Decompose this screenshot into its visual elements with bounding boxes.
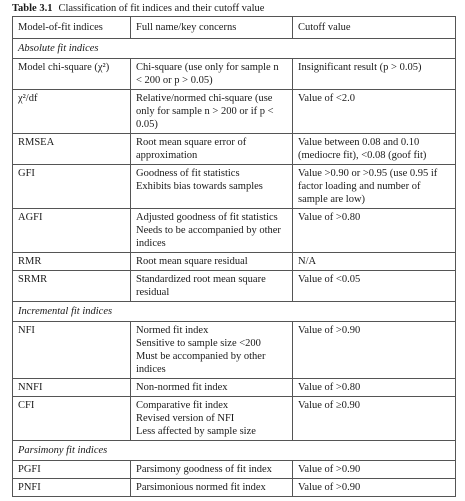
section-title: Incremental fit indices — [13, 302, 456, 322]
section-row — [13, 441, 456, 461]
table-title: Classification of fit indices and their cutoff value — [58, 3, 265, 14]
concern-line: Chi-square (use only for sample n < 200 or p > 0.05) — [136, 62, 279, 86]
concerns-cell — [131, 322, 293, 379]
cutoff-cell — [293, 461, 456, 479]
concern-line: Comparative fit index — [136, 400, 229, 411]
concern-line: Non-normed fit index — [136, 382, 228, 393]
section-row — [13, 39, 456, 59]
concern-line: Goodness of fit statistics — [136, 168, 240, 179]
cutoff-line: Value of <0.05 — [298, 274, 361, 285]
index-cell: GFI — [13, 165, 131, 209]
concern-line: Needs to be accompanied by other indices — [136, 225, 281, 249]
cutoff-line: Value of <2.0 — [298, 93, 355, 104]
index-cell: NNFI — [13, 379, 131, 397]
concern-line: Parsimonious normed fit index — [136, 482, 266, 493]
cutoff-line: Value of >0.90 — [298, 325, 361, 336]
table-label: Table 3.1 — [12, 3, 53, 14]
index-cell: RMR — [13, 253, 131, 271]
concerns-cell — [131, 209, 293, 253]
table-row — [13, 322, 456, 379]
cutoff-cell — [293, 322, 456, 379]
index-cell: SRMR — [13, 271, 131, 302]
index-cell: RMSEA — [13, 134, 131, 165]
concern-line: Exhibits bias towards samples — [136, 181, 263, 192]
table-row — [13, 479, 456, 497]
concern-line: Less affected by sample size — [136, 426, 256, 437]
cutoff-line: Value >0.90 or >0.95 (use 0.95 if factor loading and number of sample are low) — [298, 168, 438, 205]
concerns-cell — [131, 59, 293, 90]
section-title: Absolute fit indices — [13, 39, 456, 59]
table-row — [13, 397, 456, 441]
table-caption — [12, 2, 264, 15]
concerns-cell — [131, 479, 293, 497]
cutoff-cell — [293, 397, 456, 441]
table-row — [13, 271, 456, 302]
cutoff-cell — [293, 165, 456, 209]
index-cell: χ²/df — [13, 90, 131, 134]
index-cell: CFI — [13, 397, 131, 441]
concern-line: Standardized root mean square residual — [136, 274, 266, 298]
cutoff-line: Value between 0.08 and 0.10 (mediocre fit), <0.08 (goof fit) — [298, 137, 427, 161]
header-row — [13, 17, 456, 39]
index-cell: AGFI — [13, 209, 131, 253]
cutoff-cell — [293, 90, 456, 134]
table-row — [13, 379, 456, 397]
cutoff-line: Value of >0.80 — [298, 212, 361, 223]
cutoff-line: N/A — [298, 256, 317, 267]
concern-line: Relative/normed chi-square (use only for sample n > 200 or if p < 0.05) — [136, 93, 274, 130]
concerns-cell — [131, 271, 293, 302]
concerns-cell — [131, 90, 293, 134]
table-body — [13, 39, 456, 497]
header-cutoff: Cutoff value — [293, 17, 456, 39]
cutoff-cell — [293, 59, 456, 90]
index-cell: PGFI — [13, 461, 131, 479]
concerns-cell — [131, 397, 293, 441]
index-cell: Model chi-square (χ²) — [13, 59, 131, 90]
cutoff-cell — [293, 209, 456, 253]
concerns-cell — [131, 165, 293, 209]
concerns-cell — [131, 253, 293, 271]
header-index: Model-of-fit indices — [13, 17, 131, 39]
cutoff-cell — [293, 479, 456, 497]
concern-line: Sensitive to sample size <200 — [136, 338, 261, 349]
cutoff-cell — [293, 379, 456, 397]
table-row — [13, 90, 456, 134]
table-row — [13, 165, 456, 209]
index-cell: NFI — [13, 322, 131, 379]
table-row — [13, 461, 456, 479]
concern-line: Revised version of NFI — [136, 413, 235, 424]
concern-line: Must be accompanied by other indices — [136, 351, 266, 375]
cutoff-cell — [293, 253, 456, 271]
index-cell: PNFI — [13, 479, 131, 497]
table-row — [13, 209, 456, 253]
fit-indices-table — [12, 16, 456, 497]
cutoff-line: Value of >0.80 — [298, 382, 361, 393]
section-title: Parsimony fit indices — [13, 441, 456, 461]
section-row — [13, 302, 456, 322]
concern-line: Adjusted goodness of fit statistics — [136, 212, 278, 223]
table-row — [13, 134, 456, 165]
header-concerns: Full name/key concerns — [131, 17, 293, 39]
cutoff-cell — [293, 271, 456, 302]
cutoff-line: Value of >0.90 — [298, 482, 361, 493]
concerns-cell — [131, 379, 293, 397]
cutoff-cell — [293, 134, 456, 165]
concerns-cell — [131, 461, 293, 479]
cutoff-line: Value of >0.90 — [298, 464, 361, 475]
cutoff-line: Value of ≥0.90 — [298, 400, 361, 411]
concerns-cell — [131, 134, 293, 165]
concern-line: Parsimony goodness of fit index — [136, 464, 272, 475]
concern-line: Root mean square error of approximation — [136, 137, 247, 161]
table-row — [13, 253, 456, 271]
concern-line: Normed fit index — [136, 325, 209, 336]
table-row — [13, 59, 456, 90]
concern-line: Root mean square residual — [136, 256, 248, 267]
cutoff-line: Insignificant result (p > 0.05) — [298, 62, 422, 73]
